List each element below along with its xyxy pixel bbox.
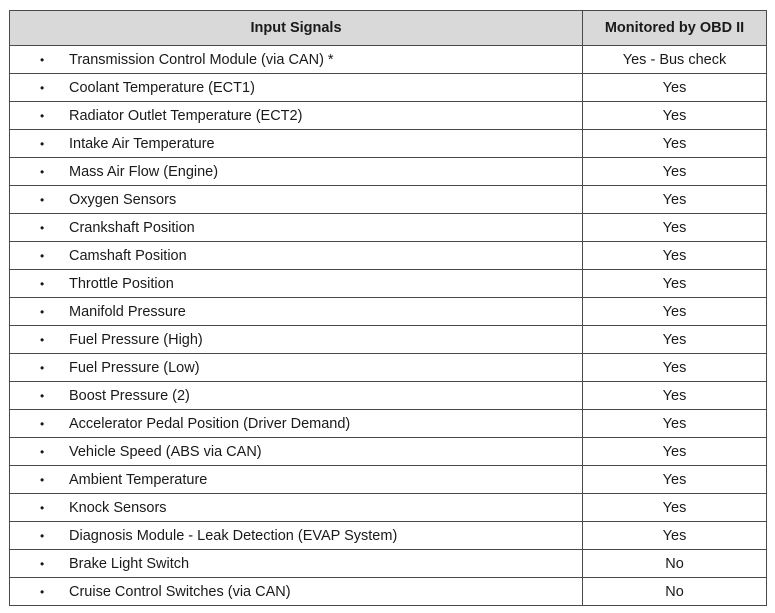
monitored-cell: Yes [583,522,767,550]
signal-cell [10,382,583,410]
signal-cell [10,242,583,270]
table-row [10,466,767,494]
bullet-icon: • [40,556,45,571]
monitored-cell: Yes [583,298,767,326]
signal-label: Crankshaft Position [69,219,195,236]
monitored-cell: Yes [583,242,767,270]
header-monitored-by-obd: Monitored by OBD II [583,11,767,46]
input-signals-table [9,10,767,606]
bullet-icon: • [40,472,45,487]
signal-label: Intake Air Temperature [69,135,215,152]
table-header-row [10,11,767,46]
signal-cell [10,102,583,130]
bullet-icon: • [40,108,45,123]
signal-cell [10,298,583,326]
monitored-cell: No [583,578,767,606]
table-row [10,270,767,298]
signal-cell [10,438,583,466]
bullet-icon: • [40,304,45,319]
bullet-icon: • [40,500,45,515]
table-row [10,326,767,354]
signal-cell [10,186,583,214]
monitored-cell: Yes [583,438,767,466]
signal-label: Cruise Control Switches (via CAN) [69,583,291,600]
monitored-cell: Yes [583,158,767,186]
monitored-cell: Yes [583,354,767,382]
monitored-cell: Yes [583,466,767,494]
signal-label: Throttle Position [69,275,174,292]
monitored-cell: Yes [583,74,767,102]
bullet-icon: • [40,80,45,95]
signal-cell [10,578,583,606]
signal-label: Fuel Pressure (High) [69,331,203,348]
table-row [10,46,767,74]
bullet-icon: • [40,360,45,375]
table-row [10,158,767,186]
header-input-signals: Input Signals [10,11,583,46]
bullet-icon: • [40,164,45,179]
bullet-icon: • [40,444,45,459]
monitored-cell: Yes [583,214,767,242]
monitored-cell: No [583,550,767,578]
table-row [10,522,767,550]
signal-cell [10,466,583,494]
table-row [10,298,767,326]
table-row [10,578,767,606]
signal-label: Coolant Temperature (ECT1) [69,79,255,96]
table-row [10,494,767,522]
bullet-icon: • [40,584,45,599]
table-row [10,74,767,102]
signal-label: Radiator Outlet Temperature (ECT2) [69,107,303,124]
monitored-cell: Yes [583,410,767,438]
table-row [10,102,767,130]
table-row [10,130,767,158]
bullet-icon: • [40,276,45,291]
signal-label: Transmission Control Module (via CAN) * [69,51,334,68]
table-row [10,354,767,382]
signal-cell [10,74,583,102]
signal-cell [10,550,583,578]
monitored-cell: Yes [583,326,767,354]
table-body [10,46,767,606]
monitored-cell: Yes [583,270,767,298]
input-signals-table-container [9,10,766,606]
signal-label: Diagnosis Module - Leak Detection (EVAP System) [69,527,398,544]
signal-label: Knock Sensors [69,499,167,516]
table-row [10,242,767,270]
bullet-icon: • [40,192,45,207]
monitored-cell: Yes [583,130,767,158]
signal-label: Manifold Pressure [69,303,186,320]
signal-label: Brake Light Switch [69,555,190,572]
signal-label: Accelerator Pedal Position (Driver Demand) [69,415,351,432]
table-row [10,410,767,438]
table-row [10,438,767,466]
signal-cell [10,270,583,298]
signal-cell [10,46,583,74]
signal-cell [10,326,583,354]
bullet-icon: • [40,220,45,235]
monitored-cell: Yes - Bus check [583,46,767,74]
table-row [10,550,767,578]
monitored-cell: Yes [583,494,767,522]
signal-cell [10,410,583,438]
signal-cell [10,354,583,382]
signal-label: Boost Pressure (2) [69,387,190,404]
monitored-cell: Yes [583,186,767,214]
signal-label: Vehicle Speed (ABS via CAN) [69,443,262,460]
bullet-icon: • [40,52,45,67]
table-row [10,186,767,214]
signal-label: Oxygen Sensors [69,191,177,208]
signal-cell [10,522,583,550]
signal-cell [10,214,583,242]
bullet-icon: • [40,248,45,263]
signal-label: Fuel Pressure (Low) [69,359,200,376]
bullet-icon: • [40,528,45,543]
table-row [10,214,767,242]
monitored-cell: Yes [583,102,767,130]
signal-cell [10,158,583,186]
signal-cell [10,494,583,522]
bullet-icon: • [40,136,45,151]
signal-label: Ambient Temperature [69,471,208,488]
table-row [10,382,767,410]
signal-label: Camshaft Position [69,247,187,264]
bullet-icon: • [40,388,45,403]
monitored-cell: Yes [583,382,767,410]
signal-label: Mass Air Flow (Engine) [69,163,219,180]
bullet-icon: • [40,416,45,431]
bullet-icon: • [40,332,45,347]
signal-cell [10,130,583,158]
